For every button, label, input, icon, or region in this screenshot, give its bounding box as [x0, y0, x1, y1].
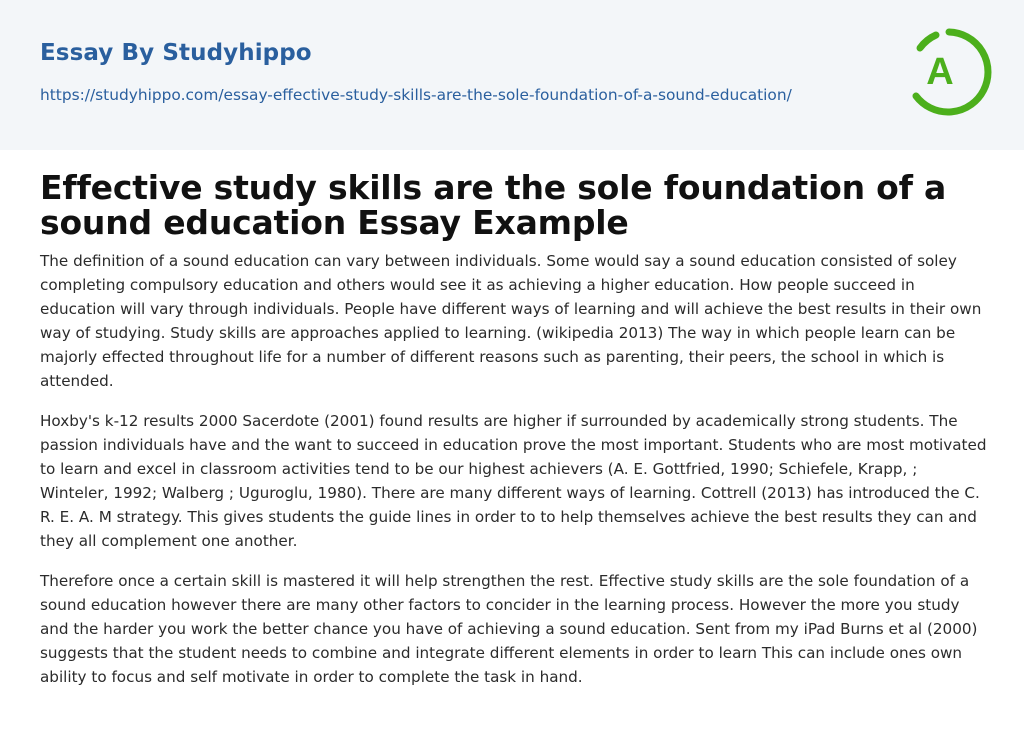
site-header: [0, 0, 1024, 150]
essay-title: Effective study skills are the sole foundation of a sound education Essay Example: [40, 168, 947, 242]
essay-paragraph: Hoxby's k-12 results 2000 Sacerdote (2001) found results are higher if surrounded by academically strong students. The passion individuals have and the want to succeed in education prove the most important. Students who are most motivated to learn and excel in classroom activities tend to be our highest achievers (A. E. Gottfried, 1990; Schiefele, Krapp, ; Winteler, 1992; Walberg ; Uguroglu, 1980). There are many different ways of learning. Cottrell (2013) has introduced the C. R. E. A. M strategy. This gives students the guide lines in order to to help themselves achieve the best results they can and they all complement one another.: [40, 412, 987, 550]
essay-url-link[interactable]: https://studyhippo.com/essay-effective-study-skills-are-the-sole-foundation-of-a-sound-education/: [40, 86, 792, 104]
essay-paragraph: The definition of a sound education can vary between individuals. Some would say a sound education consisted of soley completing compulsory education and others would see it as achieving a higher education. How people succeed in education will vary through individuals. People have different ways of learning and will achieve the best results in their own way of studying. Study skills are approaches applied to learning. (wikipedia 2013) The way in which people learn can be majorly effected throughout life for a number of different reasons such as parenting, their peers, the school in which is attended.: [40, 252, 982, 390]
essay-paragraph: Therefore once a certain skill is mastered it will help strengthen the rest. Effective study skills are the sole foundation of a sound education however there are many other factors to concider in the learning process. However the more you study and the harder you work the better chance you have of achieving a sound education. Sent from my iPad Burns et al (2000) suggests that the student needs to combine and integrate different elements in order to learn This can include ones own ability to focus and self motivate in order to complete the task in hand.: [40, 572, 978, 686]
logo-letter: A: [926, 51, 954, 93]
studyhippo-logo-icon[interactable]: [906, 26, 992, 118]
site-brand[interactable]: Essay By Studyhippo: [40, 40, 312, 66]
essay-body: [40, 249, 990, 705]
